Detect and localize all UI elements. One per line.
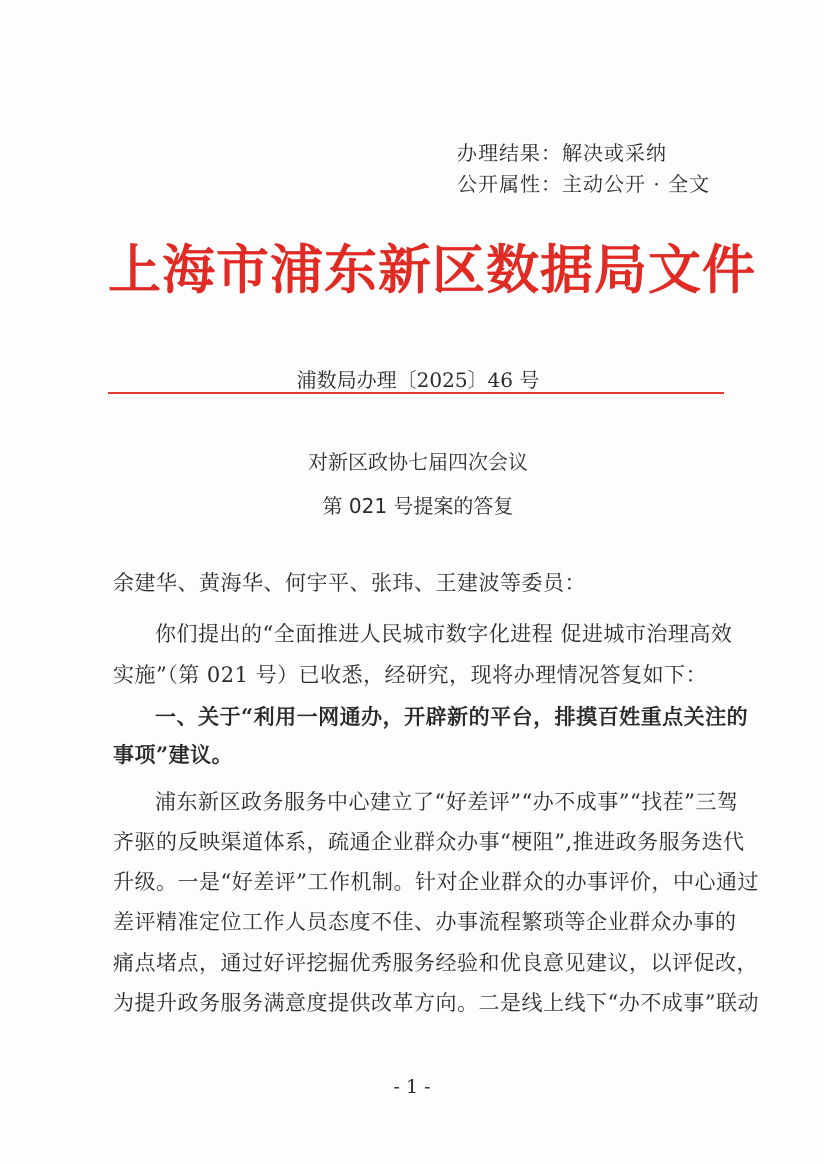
intro-line-2: 实施”（第 021 号）已收悉，经研究，现将办理情况答复如下： — [113, 663, 708, 687]
subject-title-line-2: 第 021 号提案的答复 — [322, 494, 514, 518]
disclosure-attribute: 公开属性：主动公开 · 全文 — [457, 172, 711, 196]
section-1-heading-line-1: 一、关于“利用一网通办，开辟新的平台，排摸百姓重点关注的 — [155, 704, 749, 729]
subject-title-line-1: 对新区政协七届四次会议 — [308, 450, 528, 474]
paragraph-line-1: 浦东新区政务服务中心建立了“好差评”“办不成事”“找茬”三驾 — [155, 790, 739, 814]
paragraph-line-2: 齐驱的反映渠道体系，疏通企业群众办事“梗阻”,推进政务服务迭代 — [113, 830, 745, 854]
page-number: - 1 - — [393, 1076, 431, 1098]
paragraph-line-3: 升级。一是“好差评”工作机制。针对企业群众的办事评价，中心通过 — [113, 870, 759, 894]
paragraph-line-4: 差评精准定位工作人员态度不佳、办事流程繁琐等企业群众办事的 — [113, 910, 737, 934]
intro-line-1: 你们提出的“全面推进人民城市数字化进程 促进城市治理高效 — [155, 622, 733, 646]
document-header-title: 上海市浦东新区数据局文件 — [108, 240, 756, 301]
document-number: 浦数局办理〔2025〕46 号 — [296, 368, 540, 392]
paragraph-line-5: 痛点堵点，通过好评挖掘优秀服务经验和优良意见建议，以评促改， — [113, 951, 758, 975]
salutation: 余建华、黄海华、何宇平、张玮、王建波等委员： — [113, 571, 586, 595]
paragraph-line-6: 为提升政务服务满意度提供改革方向。二是线上线下“办不成事”联动 — [113, 991, 759, 1015]
handling-result: 办理结果：解决或采纳 — [457, 141, 667, 165]
section-1-heading-line-2: 事项”建议。 — [113, 742, 234, 767]
red-divider-line — [108, 392, 724, 394]
